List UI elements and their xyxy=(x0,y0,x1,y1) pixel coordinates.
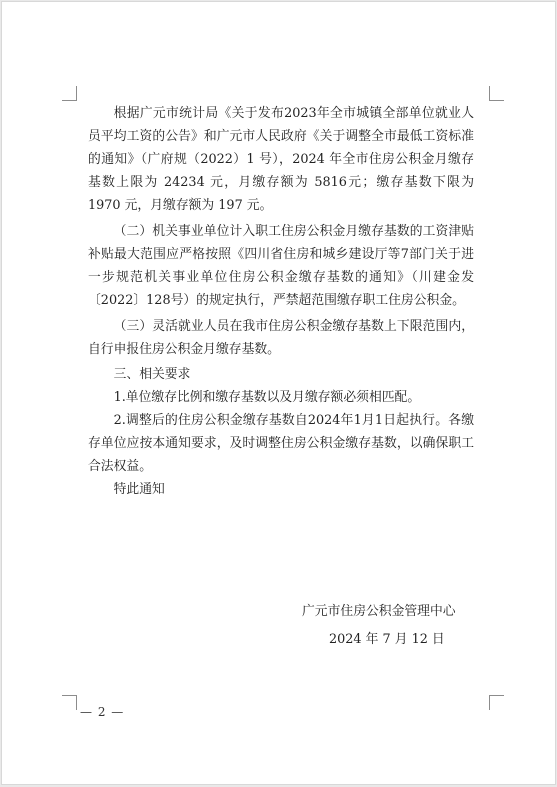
signature-date: 2024 年 7 月 12 日 xyxy=(329,632,445,647)
signature-organization: 广元市住房公积金管理中心 xyxy=(302,604,456,619)
requirement-item-1: 1.单位缴存比例和缴存基数以及月缴存额必须相匹配。 xyxy=(113,390,421,405)
crop-mark-bottom-left xyxy=(62,695,77,710)
document-page xyxy=(1,1,556,785)
crop-mark-top-left xyxy=(62,86,77,101)
paragraph-flexible-employment: （三）灵活就业人员在我市住房公积金缴存基数上下限范围内，自行申报住房公积金月缴存基数。 xyxy=(88,319,474,357)
closing-statement: 特此通知 xyxy=(113,482,165,497)
section-heading-requirements: 三、相关要求 xyxy=(113,367,191,382)
crop-mark-bottom-right xyxy=(489,695,504,710)
page-number: — 2 — xyxy=(80,705,125,719)
requirement-item-2: 2.调整后的住房公积金缴存基数自2024年1月1日起执行。各缴存单位应按本通知要求，及时调整住房公积金缴存基数，以确保职工合法权益。 xyxy=(88,413,474,474)
paragraph-wage-basis: 根据广元市统计局《关于发布2023年全市城镇全部单位就业人员平均工资的公告》和广元市人民政府《关于调整全市最低工资标准的通知》（广府规（2022）1 号），2024 年全市住房公积金月缴存基数上限为 24234 元，月缴存额为 5816元；缴存基数下限为 1970 元，月缴存额为 197 元。 xyxy=(88,106,474,213)
document-body xyxy=(88,102,474,501)
paragraph-institutions: （二）机关事业单位计入职工住房公积金月缴存基数的工资津贴补贴最大范围应严格按照《四川省住房和城乡建设厅等7部门关于进一步规范机关事业单位住房公积金缴存基数的通知》（川建金发〔2022〕128号）的规定执行，严禁超范围缴存职工住房公积金。 xyxy=(88,224,474,308)
crop-mark-top-right xyxy=(489,86,504,101)
